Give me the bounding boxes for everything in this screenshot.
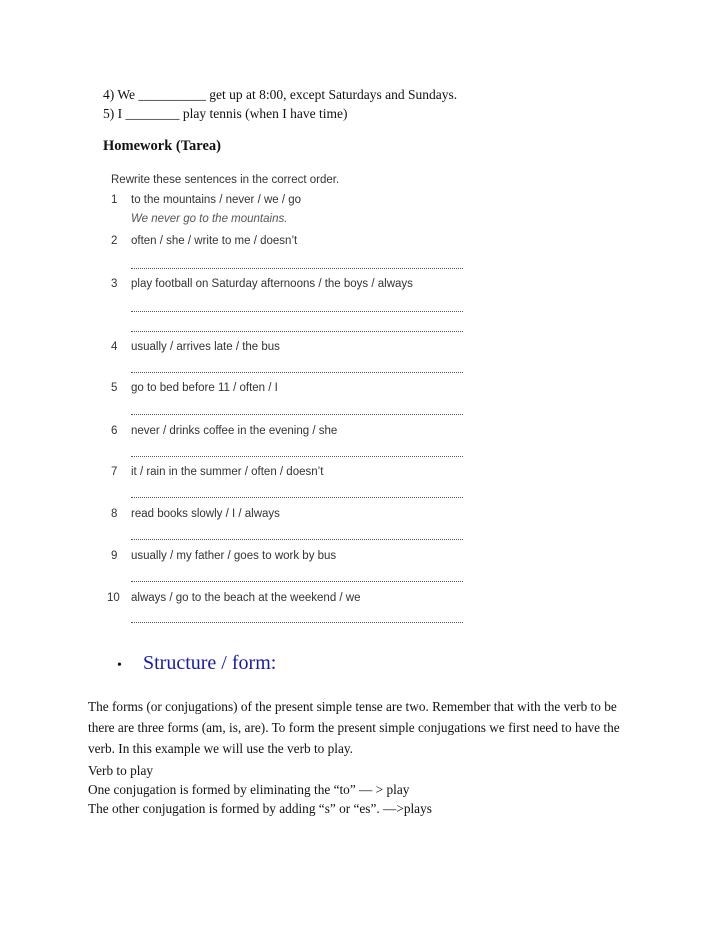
item-number: 4 (111, 341, 118, 353)
answer-line (131, 372, 463, 373)
item-text: read books slowly / I / always (131, 508, 280, 520)
section-heading: Structure / form: (143, 652, 277, 674)
exercise-item (107, 341, 477, 357)
paragraph-line: One conjugation is formed by eliminating the “to” — > play (88, 782, 410, 797)
item-text: usually / my father / goes to work by bus (131, 550, 337, 562)
example-answer: We never go to the mountains. (131, 213, 288, 225)
item-text: never / drinks coffee in the evening / she (131, 425, 338, 437)
exercise-item (107, 466, 477, 482)
item-number: 8 (111, 508, 118, 520)
item-number: 1 (111, 194, 118, 206)
item-number: 5 (111, 382, 118, 394)
item-number: 3 (111, 278, 118, 290)
exercise-item (107, 235, 477, 251)
exercise-item (107, 194, 477, 210)
answer-line (131, 622, 463, 623)
bullet-point: • (117, 658, 122, 673)
exercise-item (107, 425, 477, 441)
answer-line (131, 311, 463, 312)
homework-heading: Homework (Tarea) (103, 138, 221, 154)
item-text: usually / arrives late / the bus (131, 341, 280, 353)
exercise-instruction: Rewrite these sentences in the correct order. (111, 174, 340, 186)
item-number: 9 (111, 550, 118, 562)
paragraph-forms: The forms (or conjugations) of the present simple tense are two. Remember that with the verb to be there are three forms (am, is, are). To form the present simple conjugations we first need to have the verb. In this example we will use the verb to play. (88, 699, 620, 756)
answer-line (131, 268, 463, 269)
item-text: often / she / write to me / doesn’t (131, 235, 298, 247)
item-text: play football on Saturday afternoons / the boys / always (131, 278, 413, 290)
exercise-item (107, 550, 477, 566)
answer-line (131, 331, 463, 332)
answer-line (131, 414, 463, 415)
exercise-item (107, 592, 477, 608)
item-text: go to bed before 11 / often / I (131, 382, 278, 394)
paragraph-conjugation (88, 761, 628, 818)
exercise-item (107, 382, 477, 398)
answer-line (131, 539, 463, 540)
exercise-line-4: 4) We __________ get up at 8:00, except Saturdays and Sundays. (103, 87, 458, 102)
exercise-item (107, 278, 477, 294)
item-number: 6 (111, 425, 118, 437)
exercise-item (107, 508, 477, 524)
answer-line (131, 581, 463, 582)
exercise-line-5: 5) I ________ play tennis (when I have time) (103, 106, 348, 121)
item-number: 10 (107, 592, 120, 604)
answer-line (131, 497, 463, 498)
item-text: it / rain in the summer / often / doesn’t (131, 466, 324, 478)
item-text: to the mountains / never / we / go (131, 194, 302, 206)
item-number: 2 (111, 235, 118, 247)
answer-line (131, 456, 463, 457)
paragraph-line: Verb to play (88, 763, 153, 778)
item-number: 7 (111, 466, 118, 478)
item-text: always / go to the beach at the weekend / we (131, 592, 361, 604)
paragraph-line: The other conjugation is formed by adding “s” or “es”. —>plays (88, 801, 432, 816)
